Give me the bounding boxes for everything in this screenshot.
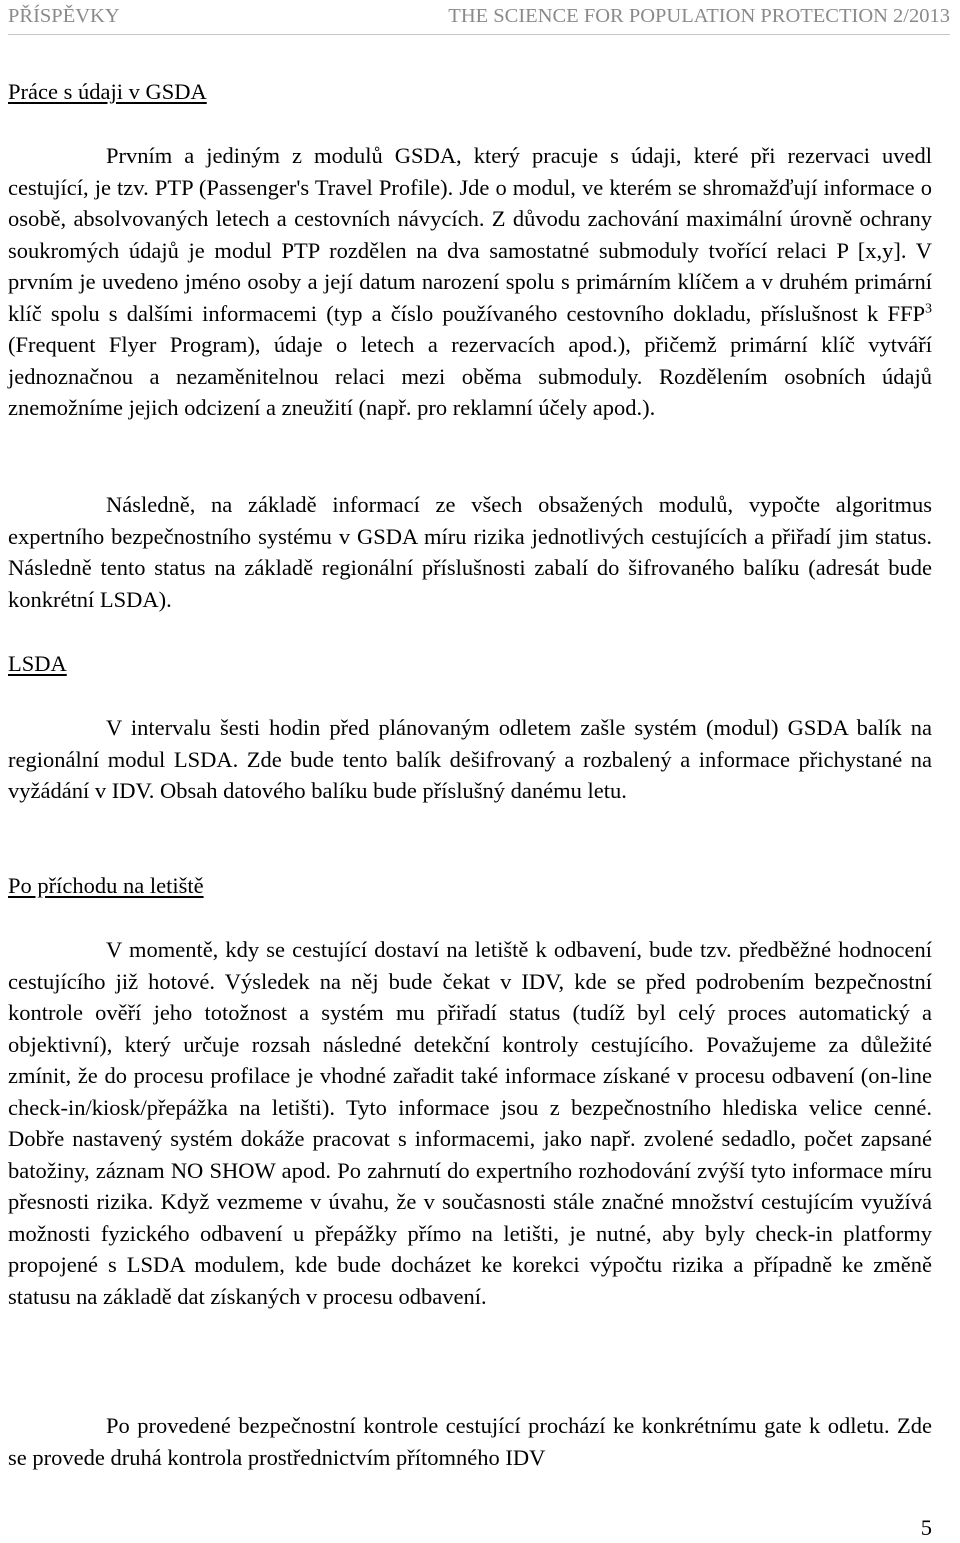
header-section-label: PŘÍSPĚVKY: [8, 5, 120, 27]
running-header: [8, 3, 950, 29]
section-heading-lsda: LSDA: [8, 651, 67, 676]
paragraph-ptp-text-1: Prvním a jediným z modulů GSDA, který pracuje s údaji, které při rezervaci uvedl cestující, je tzv. PTP (Passenger's Travel Profile). Jde o modul, ve kterém se shromažďují informace o osobě, absolvovaných letech a cestovních návycích. Z důvodu zachování maximální úrovně ochrany soukromých údajů je modul PTP rozdělen na dva samostatné submoduly tvořící relaci P [x,y]. V prvním je uvedeno jméno osoby a její datum narození spolu s primárním klíčem a v druhém primární klíč spolu s dalšími informacemi (typ a číslo používaného cestovního dokladu, příslušnost k FFP: [8, 143, 932, 326]
paragraph-ptp-module: [8, 140, 932, 424]
paragraph-gate-control: Po provedené bezpečnostní kontrole cestující prochází ke konkrétnímu gate k odletu. Zde se provede druhá kontrola prostřednictvím přítomného IDV: [8, 1413, 932, 1470]
paragraph-risk-algorithm: Následně, na základě informací ze všech obsažených modulů, vypočte algoritmus expertního bezpečnostního systému v GSDA míru rizika jednotlivých cestujících a přiřadí jim status. Následně tento status na základě regionální příslušnosti zabalí do šifrovaného balíku (adresát bude konkrétní LSDA).: [8, 492, 932, 612]
paragraph-airport-arrival: V momentě, kdy se cestující dostaví na letiště k odbavení, bude tzv. předběžné hodnocení cestujícího již hotové. Výsledek na něj bude čekat v IDV, kde se před podrobením bezpečnostní kontrole ověří jeho totožnost a systém mu přiřadí status (tudíž byl celý proces automatický a objektivní), který určuje rozsah následné detekční kontroly cestujícího. Považujeme za důležité zmínit, že do procesu profilace je vhodné zařadit také informace získané v procesu odbavení (on-line check-in/kiosk/přepážka na letišti). Tyto informace jsou z bezpečnostního hlediska velice cenné. Dobře nastavený systém dokáže pracovat s informacemi, jako např. zvolené sedadlo, počet zapsané batožiny, záznam NO SHOW apod. Po zahrnutí do expertního rozhodování zvýší tyto informace míru přesnosti rizika. Když vezmeme v úvahu, že v současnosti stále značné množství cestujícím využívá možnosti fyzického odbavení u přepážky přímo na letišti, je nutné, aby byly check-in platformy propojené s LSDA modulem, kde bude docházet ke korekci výpočtu rizika a případně ke změně statusu na základě dat získaných v procesu odbavení.: [8, 937, 932, 1309]
section-heading-prace-s-udaji: Práce s údaji v GSDA: [8, 79, 207, 104]
paragraph-ptp-text-2: (Frequent Flyer Program), údaje o letech a rezervacích apod.), přičemž primární klíč vytváří jednoznačnou a nezaměnitelnou relaci mezi oběma submoduly. Rozdělením osobních údajů znemožníme jejich odcizení a zneužití (např. pro reklamní účely apod.).: [8, 332, 932, 420]
paragraph-lsda: V intervalu šesti hodin před plánovaným odletem zašle systém (modul) GSDA balík na regionální modul LSDA. Zde bude tento balík dešifrovaný a rozbalený a informace přichystané na vyžádání v IDV. Obsah datového balíku bude příslušný danému letu.: [8, 715, 932, 803]
footnote-marker: 3: [925, 301, 932, 316]
page-number: 5: [920, 1515, 932, 1540]
header-divider: [8, 34, 950, 35]
section-heading-po-prichodu: Po příchodu na letiště: [8, 873, 204, 898]
header-journal-title: THE SCIENCE FOR POPULATION PROTECTION 2/2013: [448, 5, 950, 27]
